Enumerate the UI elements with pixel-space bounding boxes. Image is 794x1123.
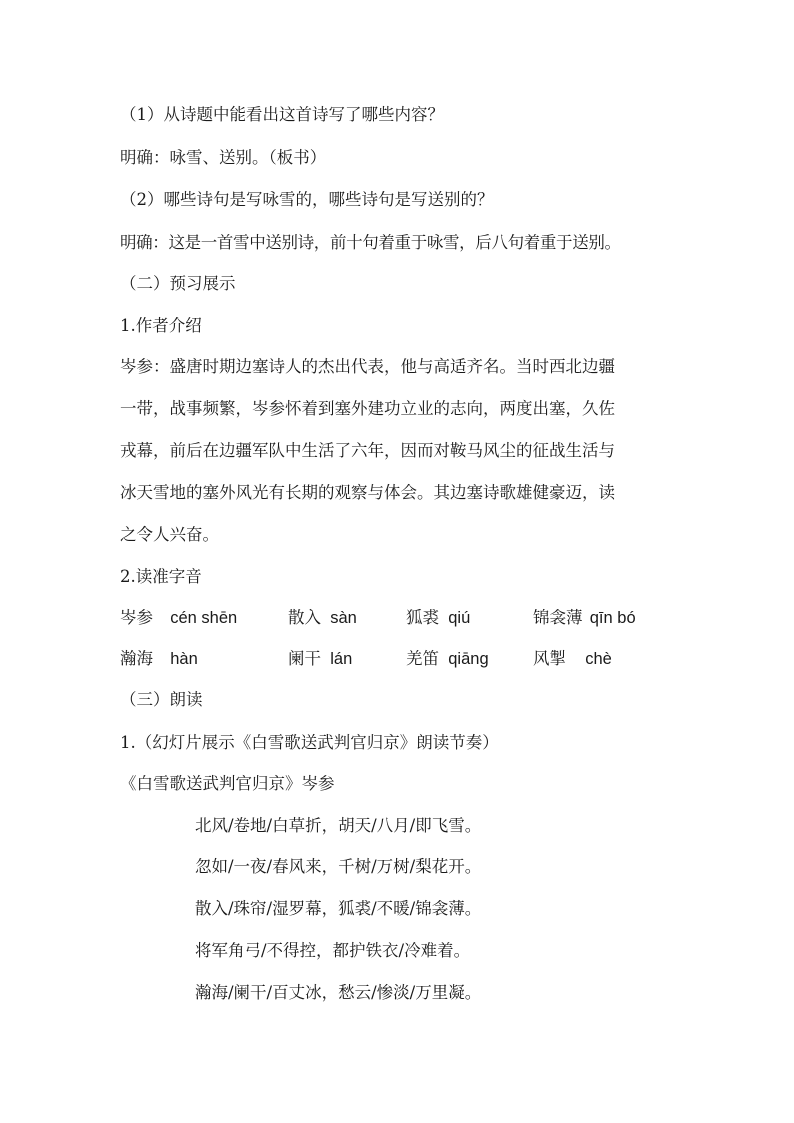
pinyin: cén shēn (170, 609, 238, 627)
author-bio-line: 岑参：盛唐时期边塞诗人的杰出代表，他与高适齐名。当时西北边疆 (120, 357, 615, 376)
poem-line: 北风/卷地/白草折，胡天/八月/即飞雪。 (195, 816, 482, 835)
pronunciation-item (120, 648, 198, 670)
question-1: （1）从诗题中能看出这首诗写了哪些内容？ (120, 105, 444, 124)
pronunciation-item (533, 648, 612, 670)
author-bio-line: 之令人兴奋。 (120, 525, 219, 544)
author-heading: 1.作者介绍 (120, 316, 202, 335)
word: 狐裘 (406, 608, 439, 627)
word: 瀚海 (120, 649, 153, 668)
pronunciation-heading: 2.读准字音 (120, 567, 202, 586)
pinyin: hàn (170, 650, 198, 668)
pronunciation-item (288, 648, 352, 670)
author-bio-line: 戎幕，前后在边疆军队中生活了六年，因而对鞍马风尘的征战生活与 (120, 441, 615, 460)
section-reading-heading: （三）朗读 (120, 690, 203, 709)
poem-line: 将军角弓/不得控，都护铁衣/冷难着。 (195, 941, 471, 960)
pinyin: sàn (330, 609, 357, 627)
word: 羌笛 (406, 649, 439, 668)
pronunciation-item (120, 607, 237, 629)
pronunciation-item (406, 648, 489, 670)
word: 阑干 (288, 649, 321, 668)
pronunciation-item (533, 607, 636, 629)
pinyin: lán (330, 650, 353, 668)
poem-line: 瀚海/阑干/百丈冰，愁云/惨淡/万里凝。 (195, 983, 482, 1002)
section-preview-heading: （二）预习展示 (120, 274, 236, 293)
word: 风掣 (533, 649, 566, 668)
word: 锦衾薄 (533, 608, 583, 627)
pinyin: qiú (448, 609, 471, 627)
word: 散入 (288, 608, 321, 627)
pinyin: qīn bó (589, 609, 636, 627)
pronunciation-item (288, 607, 357, 629)
author-bio-line: 冰天雪地的塞外风光有长期的观察与体会。其边塞诗歌雄健豪迈，读 (120, 483, 615, 502)
poem-line: 散入/珠帘/湿罗幕，狐裘/不暖/锦衾薄。 (195, 899, 482, 918)
word: 岑参 (120, 608, 153, 627)
answer-2: 明确：这是一首雪中送别诗，前十句着重于咏雪，后八句着重于送别。 (120, 233, 621, 252)
pinyin: chè (585, 650, 612, 668)
pinyin: qiāng (448, 650, 489, 668)
slide-note: 1.（幻灯片展示《白雪歌送武判官归京》朗读节奏） (120, 733, 499, 752)
poem-line: 忽如/一夜/春风来，千树/万树/梨花开。 (195, 857, 482, 876)
poem-title: 《白雪歌送武判官归京》岑参 (120, 774, 335, 793)
author-bio-line: 一带，战事频繁，岑参怀着到塞外建功立业的志向，两度出塞，久佐 (120, 399, 615, 418)
pronunciation-item (406, 607, 470, 629)
answer-1: 明确：咏雪、送别。（板书） (120, 148, 327, 167)
question-2: （2）哪些诗句是写咏雪的，哪些诗句是写送别的？ (120, 190, 494, 209)
